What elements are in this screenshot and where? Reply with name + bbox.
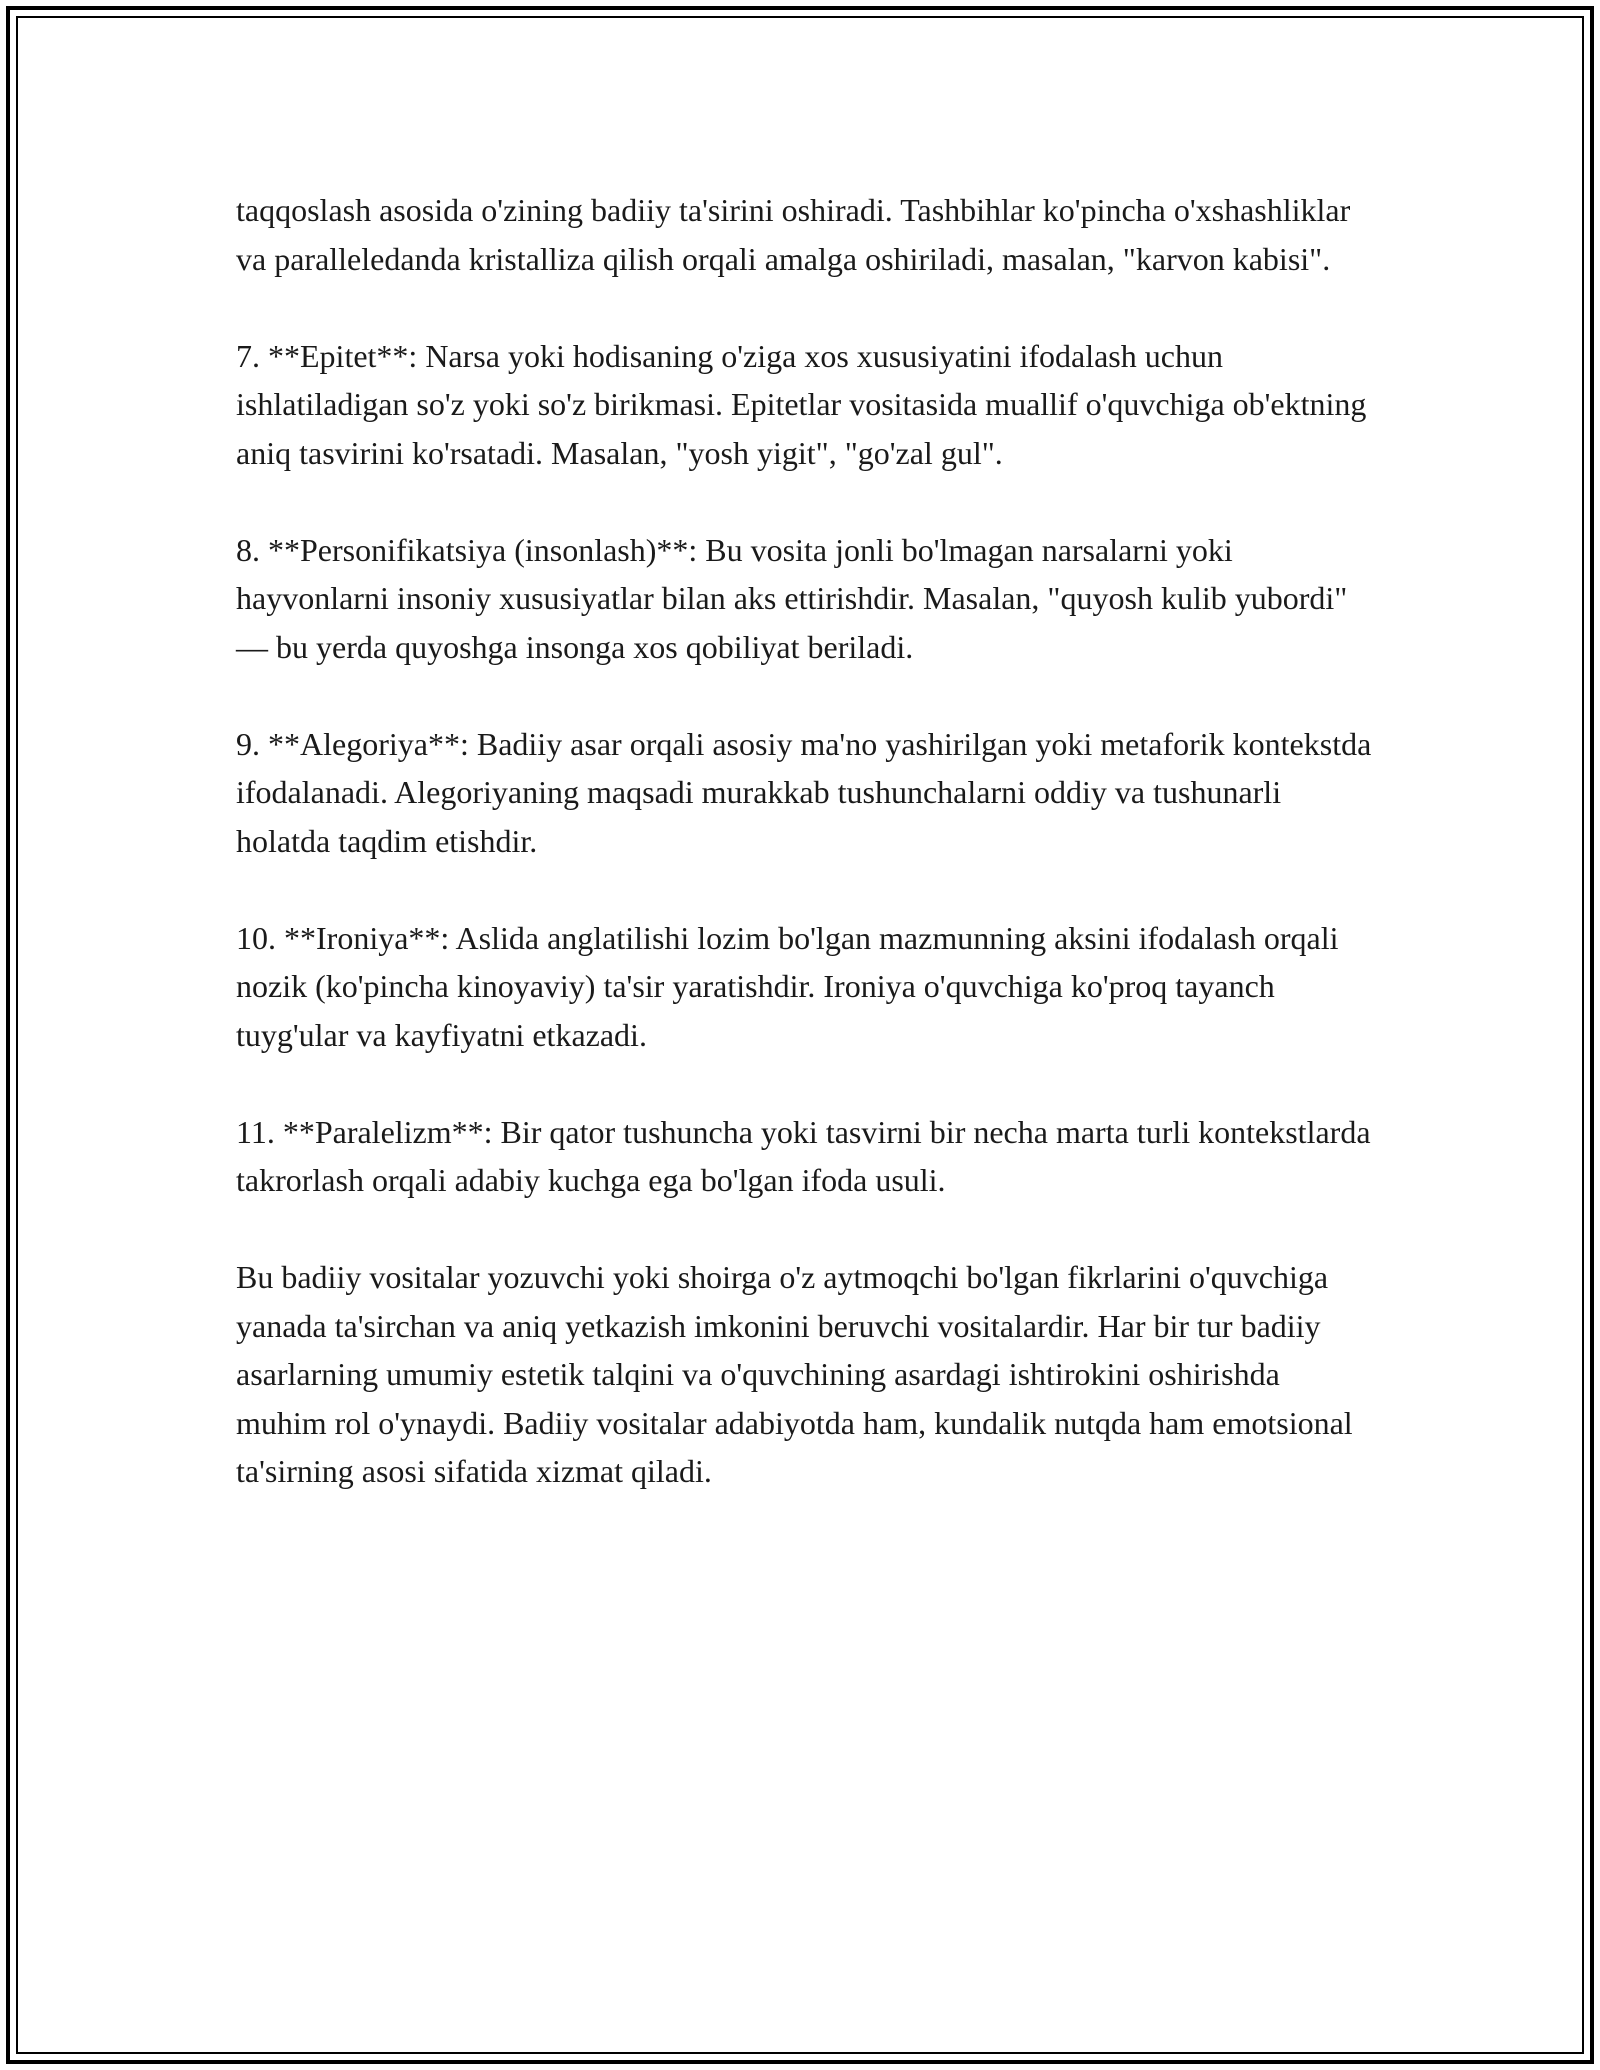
paragraph-paralelizm: 11. **Paralelizm**: Bir qator tushuncha yoki tasvirni bir necha marta turli kontekstlarda takrorlash orqali adabiy kuchga ega bo'lgan ifoda usuli.: [236, 1113, 1371, 1198]
paragraph-personifikatsiya: 8. **Personifikatsiya (insonlash)**: Bu vosita jonli bo'lmagan narsalarni yoki hayvonlarni insoniy xususiyatlar bilan aks ettirishdir. Masalan, "quyosh kulib yubordi" — bu yerda quyoshga insonga xos qobiliyat beriladi.: [236, 531, 1348, 665]
paragraph-conclusion: Bu badiiy vositalar yozuvchi yoki shoirga o'z aytmoqchi bo'lgan fikrlarini o'quvchiga yanada ta'sirchan va aniq yetkazish imkonini beruvchi vositalardir. Har bir tur badiiy asarlarning umumiy estetik talqini va o'quvchining asardagi ishtirokini oshirishda muhim rol o'ynaydi. Badiiy vositalar adabiyotda ham, kundalik nutqda ham emotsional ta'sirning asosi sifatida xizmat qiladi.: [236, 1259, 1353, 1489]
paragraph-epitet: 7. **Epitet**: Narsa yoki hodisaning o'ziga xos xususiyatini ifodalash uchun ishlatiladigan so'z yoki so'z birikmasi. Epitetlar vositasida muallif o'quvchiga ob'ektning aniq tasvirini ko'rsatadi. Masalan, "yosh yigit", "go'zal gul".: [236, 337, 1367, 471]
paragraph-ironiya: 10. **Ironiya**: Aslida anglatilishi lozim bo'lgan mazmunning aksini ifodalash orqali nozik (ko'pincha kinoyaviy) ta'sir yaratishdir. Ironiya o'quvchiga ko'proq tayanch tuyg'ular va kayfiyatni etkazadi.: [236, 919, 1339, 1053]
document-body: [236, 186, 1376, 1544]
paragraph-alegoriya: 9. **Alegoriya**: Badiiy asar orqali asosiy ma'no yashirilgan yoki metaforik kontekstda ifodalanadi. Alegoriyaning maqsadi murakkab tushunchalarni oddiy va tushunarli holatda taqdim etishdir.: [236, 725, 1372, 859]
paragraph-tashbih-continuation: taqqoslash asosida o'zining badiiy ta'sirini oshiradi. Tashbihlar ko'pincha o'xshashliklar va paralleledanda kristalliza qilish orqali amalga oshiriladi, masalan, "karvon kabisi".: [236, 192, 1351, 277]
